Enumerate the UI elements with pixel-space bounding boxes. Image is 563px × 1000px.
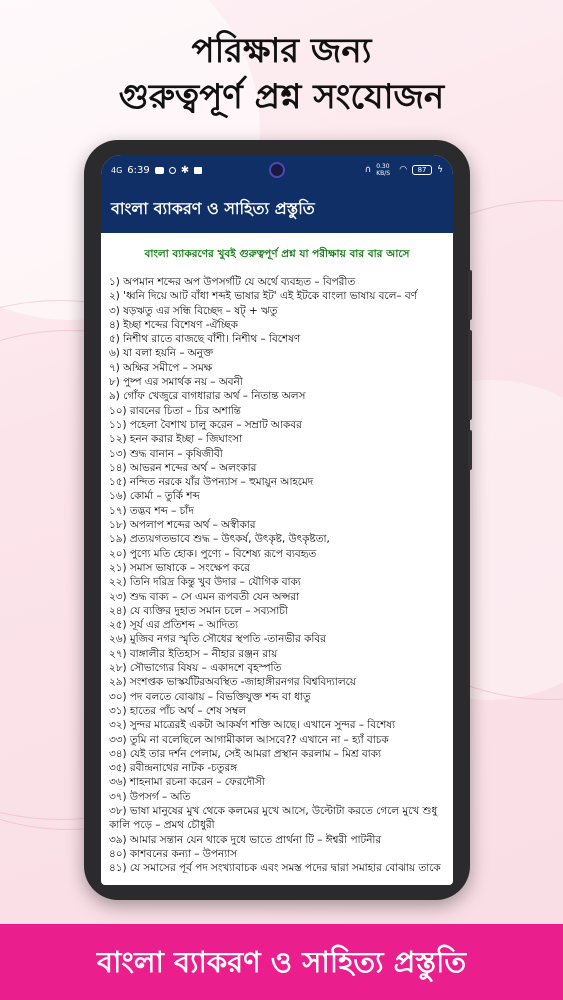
list-item: ১) অপমান শব্দের অপ উপসর্গটি যে অর্থে ব্যবহৃত – বিপরীত — [109, 276, 356, 288]
list-item: ৫) নিশীথ রাতে বাজছে বাঁশী। নিশীথ – বিশেষণ — [109, 333, 301, 346]
data-speed: 0.30 KB/S — [376, 163, 391, 177]
phone-side-button — [468, 430, 472, 470]
list-item: ৯) গোঁফ খেজুরে বাগধারার অর্থ – নিতান্ত অলস — [109, 390, 306, 403]
phone-screen — [101, 155, 453, 885]
list-item: ৪০) কাশবনের কন্যা – উপন্যাস — [109, 847, 238, 860]
list-item: ২৪) যে ব্যক্তির দুহাত সমান চলে – সব্যসাচী — [109, 604, 288, 617]
question-content[interactable] — [101, 233, 453, 875]
list-item: ২২) তিনি দরিদ্র কিন্তু খুব উদার – যৌগিক বাক্য — [109, 576, 301, 589]
list-item: ৬) যা বলা হয়নি – অনুক্ত — [109, 347, 214, 360]
list-item: ১৮) অপলাপ শব্দের অর্থ – অস্বীকার — [109, 519, 256, 532]
headline — [0, 28, 563, 120]
charging-icon: ϟ — [437, 165, 443, 175]
list-item: ১৯) প্রত্যয়গতভাবে শুদ্ধ – উৎকর্ষ, উৎকৃষ্ট, উৎকৃষ্টতা, — [109, 533, 330, 546]
list-item: ৩৪) যেই তার দর্শন পেলাম, সেই আমরা প্রস্থান করলাম – মিশ্র বাক্য — [109, 747, 381, 760]
status-bar — [101, 155, 453, 185]
wifi-icon: ◠ — [399, 165, 408, 175]
headline-line-2: গুরুত্বপূর্ণ প্রশ্ন সংযোজন — [118, 77, 445, 117]
list-item: ২০) পুণ্যে মতি হোক। পুণ্যে – বিশেষ্য রূপে ব্যবহৃত — [109, 547, 317, 560]
list-item: ১৬) কোর্মা – তুর্কি শব্দ — [109, 490, 200, 503]
list-item: ১১) পহেলা বৈশাখ চালু করেন – সম্রাট আকবর — [109, 418, 302, 431]
list-item: ১০) রাবনের চিতা – চির অশান্তি — [109, 404, 241, 417]
list-item: ৩২) সুন্দর মাত্রেরই একটা আকর্ষণ শক্তি আছে। এখানে সুন্দর – বিশেষ্য — [109, 719, 396, 732]
list-item: ২) 'ধ্বনি দিয়ে আট বাঁধা শব্দই ভাষার ইট' এই ইটকে বাংলা ভাষায় বলে– বর্ণ — [109, 290, 417, 303]
list-item: ৩৬) শাহনামা রচনা করেন – ফেরদৌসী — [109, 776, 265, 789]
list-item: ৪১) যে সমাসের পূর্ব পদ সংখ্যাবাচক এবং সমস্ত পদের দ্বারা সমাহার বোঝায় তাকে — [109, 862, 441, 875]
battery-icon — [412, 165, 432, 175]
phone-side-button — [468, 270, 472, 320]
headline-line-1: পরিক্ষার জন্য — [191, 31, 372, 71]
app-bar — [101, 185, 453, 233]
list-item: ১২) হনন করার ইচ্ছা – জিঘাংসা — [109, 433, 243, 446]
list-item: ২৭) বাঙ্গালীর ইতিহাস – নীহার রঞ্জন রায় — [109, 647, 278, 660]
list-item: ৩১) হাতের পাঁচ অর্থ – শেষ সম্বল — [109, 704, 246, 717]
bluetooth-icon: ✱ — [180, 164, 190, 176]
phone-frame — [84, 140, 470, 900]
list-item: ২১) সমাস ভাষাকে – সংক্ষেপ করে — [109, 561, 250, 574]
status-time: 6:39 — [127, 164, 150, 176]
chat-notification-icon — [169, 167, 176, 174]
list-item: ৭) অক্ষির সমীপে – সমক্ষ — [109, 361, 213, 374]
headset-icon: ∩ — [364, 165, 372, 175]
front-camera — [269, 162, 285, 178]
list-item: ৮) পুষ্প এর সমার্থক নয় – অবনী — [109, 376, 243, 389]
list-item: ৩৯) আমার সন্তান যেন থাকে দুধে ভাতে প্রার্থনা টি – ঈশ্বরী পাটনীর — [109, 833, 382, 846]
list-item: ৩৫) রবীন্দ্রনাথের নাটক -চতুরঙ্গ — [109, 762, 238, 775]
list-item: ৪) ইচ্ছা শব্দের বিশেষণ -ঐচ্ছিক — [109, 318, 238, 331]
list-item: ২৯) সংশপ্তক ভাস্কর্যটিরঅবস্থিত -জাহাঙ্গীরনগর বিশ্ববিদ্যালয়ে — [109, 676, 356, 689]
list-item: ১৭) তদ্ভব শব্দ – চাঁদ — [109, 504, 194, 517]
list-item: ২৫) সূর্য এর প্রতিশব্দ – আদিত্য — [109, 619, 239, 632]
bottom-banner: বাংলা ব্যাকরণ ও সাহিত্য প্রস্তুতি — [0, 924, 563, 1000]
battery-level: 87 — [417, 166, 427, 174]
list-item: ২৬) মুজিব নগর স্মৃতি সৌধের স্থপতি -তানভীর কবির — [109, 633, 326, 646]
content-subtitle: বাংলা ব্যাকরণের খুবই গুরুত্বপূর্ণ প্রশ্ন যা পরীক্ষায় বার বার আসে — [144, 248, 410, 260]
list-item: ৩০) পদ বলতে বোঝায় – বিভক্তিযুক্ত শব্দ বা ধাতু — [109, 690, 311, 703]
app-title: বাংলা ব্যাকরণ ও সাহিত্য প্রস্তুতি — [111, 198, 315, 218]
list-item: ১৪) আভরন শব্দের অর্থ – অলংকার — [109, 461, 257, 474]
list-item: ১৩) শুদ্ধ বানান – কৃষিজীবী — [109, 447, 223, 460]
list-item: ২৩) শুদ্ধ বাক্য – সে এমন রূপবতী যেন অপ্সরা — [109, 590, 300, 603]
question-list — [109, 275, 445, 875]
signal-indicator: 4G — [111, 165, 123, 175]
list-item: ৩৭) উপসর্গ – অতি — [109, 790, 191, 803]
list-item: ৩৩) তুমি না বলেছিলে আগামীকাল আসবে?? এখানে না – হ্যাঁ বাচক — [109, 733, 389, 746]
list-item: ১৫) নন্দিত নরকে যাঁর উপন্যাস – হুমায়ুন আহমেদ — [109, 476, 314, 489]
youtube-notification-icon — [155, 167, 164, 174]
video-notification-icon — [194, 167, 202, 174]
list-item: ৩) ষড়ঋতু এর সন্ধি বিচ্ছেদ – ষট্ + ঋতু — [109, 304, 278, 317]
list-item: ৩৮) ভাষা মানুষের মুখ থেকে কলমের মুখে আসে, উল্টোটা করতে গেলে মুখে শুধু কালি পড়ে – প্রমথ চৌধুরী — [109, 804, 438, 832]
phone-side-button — [468, 330, 472, 420]
list-item: ২৮) সৌভাগ্যের বিষয় – একাদশে বৃহস্পতি — [109, 662, 282, 675]
